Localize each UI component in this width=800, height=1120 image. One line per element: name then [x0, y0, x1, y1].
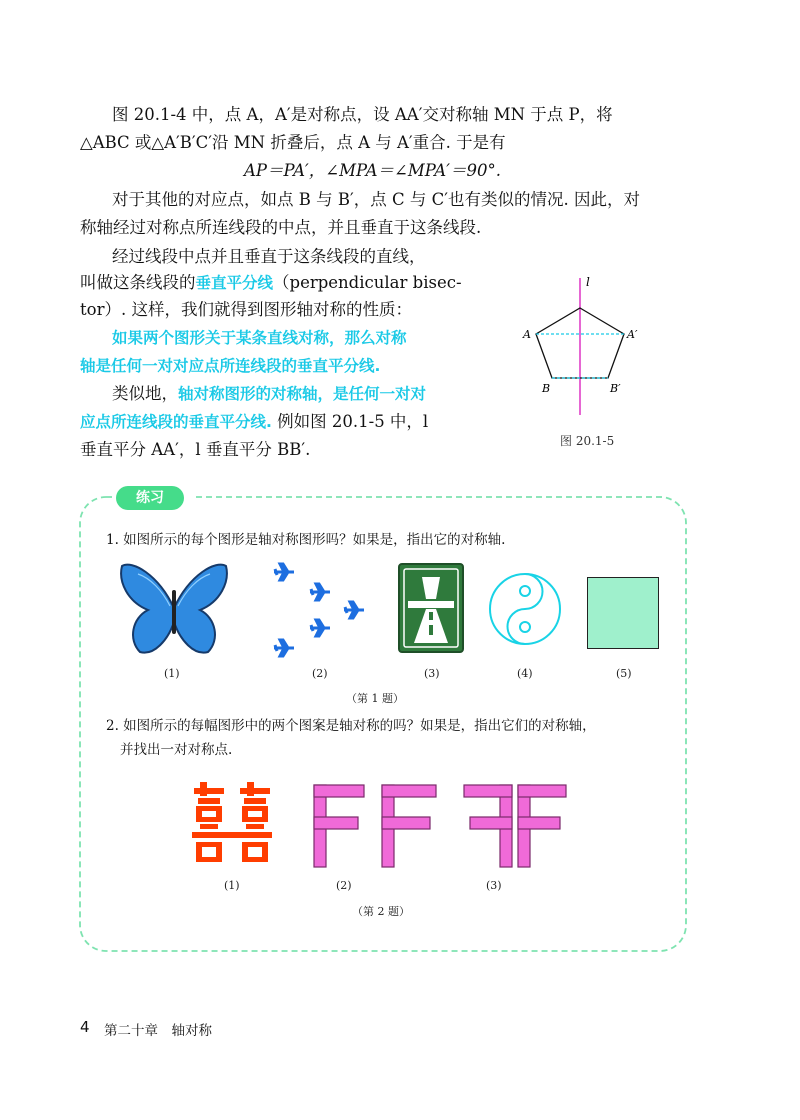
page-number: 4 — [80, 1018, 90, 1036]
pentagon-figure — [520, 270, 660, 420]
airplane-icon — [310, 620, 330, 636]
paragraph-3-line-2 — [80, 271, 462, 295]
property-line-1: 如果两个图形关于某条直线对称，那么对称 — [112, 329, 407, 347]
question-1: 1. 如图所示的每个图形是轴对称图形吗？如果是，指出它的对称轴. — [106, 532, 506, 548]
paragraph-2-line-2: 称轴经过对称点所连线段的中点，并且垂直于这条线段. — [80, 218, 482, 237]
q1-label-5: (5) — [616, 667, 632, 680]
q2-label-1: (1) — [224, 879, 240, 892]
airplanes-image — [268, 560, 368, 660]
airplane-icon — [274, 564, 294, 580]
paragraph-4-line-3: 垂直平分 AA′，l 垂直平分 BB′. — [80, 440, 311, 459]
paragraph-3-line-1: 经过线段中点并且垂直于这条线段的直线， — [112, 247, 426, 266]
q1-caption: （第 1 题） — [346, 692, 404, 705]
highway-sign-image — [398, 563, 464, 653]
mirrored-f-pattern-image — [462, 783, 568, 869]
question-2-line-2: 并找出一对对称点. — [120, 742, 233, 758]
label-B-prime: B′ — [610, 382, 621, 395]
paragraph-3-line-2-end: （perpendicular bisec- — [273, 273, 462, 292]
formula: AP＝PA′，∠MPA＝∠MPA′＝90°. — [244, 161, 501, 180]
label-l: l — [586, 275, 590, 289]
chapter-title: 第二十章 轴对称 — [104, 1023, 212, 1039]
paragraph-3-line-3: tor）. 这样，我们就得到图形轴对称的性质： — [80, 300, 412, 319]
property-line-2: 轴是任何一对对应点所连线段的垂直平分线. — [80, 357, 381, 375]
butterfly-image — [118, 560, 230, 656]
q1-label-1: (1) — [164, 667, 180, 680]
airplane-icon — [344, 602, 364, 618]
airplane-icon — [274, 640, 294, 656]
ff-pattern-image — [312, 783, 440, 869]
paragraph-4-line-2 — [80, 410, 428, 434]
label-A: A — [523, 328, 531, 341]
paragraph-4-highlight-1: 轴对称图形的对称轴，是任何一对对 — [178, 385, 427, 403]
figure-caption: 图 20.1-5 — [560, 434, 615, 448]
exercise-badge: 练习 — [116, 486, 184, 510]
q1-label-2: (2) — [312, 667, 328, 680]
q2-label-3: (3) — [486, 879, 502, 892]
label-B: B — [542, 382, 551, 395]
yin-yang-image — [487, 571, 563, 647]
paragraph-4-highlight-2: 应点所连线段的垂直平分线. — [80, 413, 272, 431]
paragraph-4-line-1-start: 类似地， — [112, 384, 178, 403]
paragraph-4-line-2-end: 例如图 20.1-5 中，l — [271, 412, 429, 431]
q1-label-4: (4) — [517, 667, 533, 680]
square-image — [587, 577, 659, 649]
q2-caption: （第 2 题） — [352, 905, 410, 918]
paragraph-2-line-1: 对于其他的对应点，如点 B 与 B′，点 C 与 C′也有类似的情况. 因此，对 — [112, 190, 640, 209]
airplane-icon — [310, 584, 330, 600]
question-2-line-1: 2. 如图所示的每幅图形中的两个图案是轴对称的吗？如果是，指出它们的对称轴， — [106, 718, 596, 734]
paragraph-4-line-1 — [112, 382, 426, 406]
term-perpendicular-bisector: 垂直平分线 — [195, 274, 274, 292]
paragraph-1-line-2: △ABC 或△A′B′C′沿 MN 折叠后，点 A 与 A′重合. 于是有 — [80, 133, 506, 152]
paragraph-1-line-1: 图 20.1-4 中，点 A，A′是对称点，设 AA′交对称轴 MN 于点 P，将 — [112, 105, 613, 124]
paragraph-3-line-2-start: 叫做这条线段的 — [80, 273, 196, 292]
label-A-prime: A′ — [627, 328, 638, 341]
q2-label-2: (2) — [336, 879, 352, 892]
q1-label-3: (3) — [424, 667, 440, 680]
double-happiness-image — [192, 782, 274, 864]
